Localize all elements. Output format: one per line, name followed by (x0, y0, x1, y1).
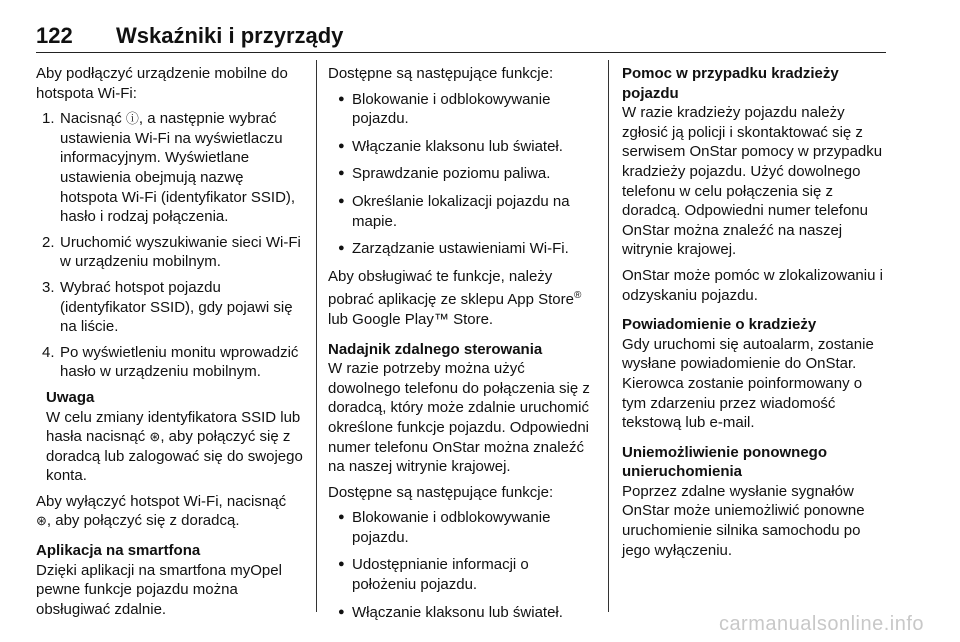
list-item: ● Blokowanie i odblokowywanie pojazdu. (328, 90, 592, 129)
wifi-connect-steps (36, 109, 304, 382)
immobilization-text: Poprzez zdalne wysłanie sygnałów OnStar może uniemożliwić ponowne uruchomienie silnika samochodu po jego wyłączeniu. (622, 482, 865, 559)
section-heading-remote: Nadajnik zdalnego sterowania (328, 340, 543, 358)
note-block (36, 388, 304, 486)
onstar-service-icon: ⊛ (149, 429, 161, 445)
column-left (36, 64, 304, 625)
step-item: 4. Po wyświetleniu monitu wprowadzić hasło w urządzeniu mobilnym. (42, 343, 299, 381)
page-title: Wskaźniki i przyrządy (116, 23, 344, 48)
step-item: 3. Wybrać hotspot pojazdu (identyfikator SSID), gdy pojawi się na liście. (42, 278, 293, 336)
step-item: 2. Uruchomić wyszukiwanie sieci Wi-Fi w urządzeniu mobilnym. (42, 233, 301, 271)
info-icon: ⓘ (125, 111, 139, 127)
theft-text-1: W razie kradzieży pojazdu należy zgłosić ją policji i skontaktować się z serwisem OnStar pomocy w przypadku kradzieży pojazdu. Użyć dowolnego telefonu w celu połączenia się z doradcą. Odpowiedni numer telefonu OnStar można znaleźć na naszej witrynie krajowej. (622, 104, 883, 259)
section-heading-smartphone-app: Aplikacja na smartfona (36, 542, 201, 560)
smartphone-app-text: Dzięki aplikacji na smartfona myOpel pewne funkcje pojazdu można obsługiwać zdalnie. (36, 561, 282, 618)
alarm-text: Gdy uruchomi się autoalarm, zostanie wysłane powiadomienie do OnStar. Kierowca zostanie poinformowany o tym zdarzeniu przez wiadomość tekstową lub e-mail. (622, 335, 874, 432)
page-number: 122 (36, 23, 73, 48)
watermark: carmanualsonline.info (718, 613, 924, 635)
section-heading-alarm: Powiadomienie o kradzieży (622, 316, 817, 334)
onstar-service-icon: ⊛ (36, 513, 47, 529)
functions2-list (328, 508, 592, 622)
section-heading-theft: Pomoc w przypadku kradzieży pojazdu (622, 65, 839, 102)
functions-list (328, 90, 592, 259)
column-divider-2 (608, 60, 609, 612)
list-item: ● Udostępnianie informacji o położeniu pojazdu. (328, 555, 592, 594)
functions2-intro: Dostępne są następujące funkcje: (328, 483, 554, 501)
note-text: W celu zmiany identyfikatora SSID lub hasła nacisnąć ⊛, aby połączyć się z doradcą lub zalogować się do swojego konta. (46, 408, 303, 485)
hotspot-disable-text: Aby wyłączyć hotspot Wi-Fi, nacisnąć ⊛, aby połączyć się z doradcą. (36, 492, 287, 530)
page-header (36, 23, 884, 55)
list-item: ● Zarządzanie ustawieniami Wi-Fi. (328, 239, 592, 259)
remote-text: W razie potrzeby można użyć dowolnego telefonu do połączenia się z doradcą, który może zdalnie uruchomić określone funkcje pojazdu. Odpowiedni numer telefonu OnStar można znaleźć na naszej witrynie krajowej. (328, 360, 590, 476)
header-divider (36, 52, 886, 53)
list-item: ● Włączanie klaksonu lub świateł. (328, 137, 592, 157)
theft-text-2: OnStar może pomóc w zlokalizowaniu i odzyskaniu pojazdu. (622, 266, 883, 304)
list-item: ● Włączanie klaksonu lub świateł. (328, 603, 592, 623)
list-item: ● Blokowanie i odblokowywanie pojazdu. (328, 508, 592, 547)
note-title: Uwaga (46, 388, 95, 406)
list-item: ● Sprawdzanie poziomu paliwa. (328, 164, 592, 184)
column-right (622, 64, 886, 566)
wifi-connect-intro: Aby podłączyć urządzenie mobilne do hotspota Wi-Fi: (36, 65, 288, 102)
app-download-text: Aby obsługiwać te funkcje, należy pobrać aplikację ze sklepu App Store® lub Google Play™ Store. (328, 267, 582, 328)
list-item: ● Określanie lokalizacji pojazdu na mapie. (328, 192, 592, 231)
section-heading-immobilization: Uniemożliwienie ponownego unieruchomienia (622, 443, 828, 481)
column-middle (328, 64, 592, 630)
functions-intro: Dostępne są następujące funkcje: (328, 65, 554, 82)
step-item: 1. Nacisnąć ⓘ, a następnie wybrać ustawienia Wi-Fi na wyświetlaczu informacyjnym. Wyświetlane ustawienia obejmują nazwę hotspota Wi-Fi (identyfikator SSID), hasło i rodzaj połączenia. (42, 110, 296, 226)
column-divider-1 (316, 60, 317, 612)
